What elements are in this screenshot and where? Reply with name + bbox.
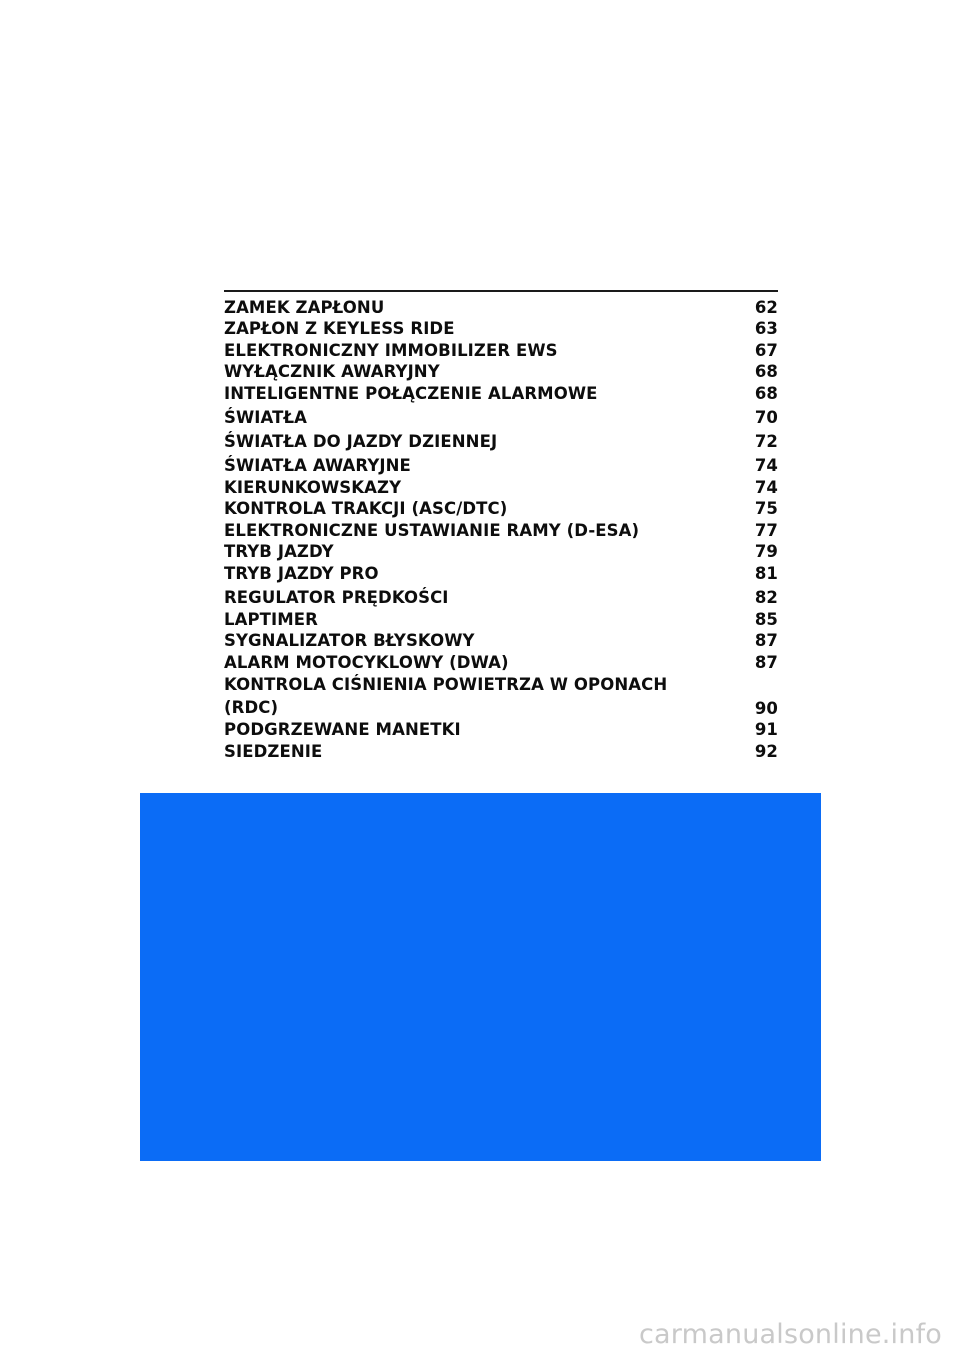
blue-panel [140, 793, 821, 1161]
toc-entry[interactable] [224, 673, 778, 719]
toc-entry-page: 74 [754, 477, 778, 497]
toc-entry[interactable] [224, 584, 778, 608]
toc-entry[interactable] [224, 296, 778, 318]
watermark: carmanualsonline.info [639, 1319, 942, 1350]
toc-entry-title: TRYB JAZDY [224, 542, 334, 562]
toc-entry[interactable] [224, 630, 778, 652]
toc-entry-title: ELEKTRONICZNE USTAWIANIE RAMY (D-ESA) [224, 520, 640, 540]
toc-entry-page: 67 [754, 340, 778, 360]
toc-entry[interactable] [224, 562, 778, 584]
toc-entry[interactable] [224, 740, 778, 762]
toc-entry[interactable] [224, 541, 778, 563]
toc-entry[interactable] [224, 476, 778, 498]
toc-entry-title: LAPTIMER [224, 609, 318, 629]
toc-entry[interactable] [224, 651, 778, 673]
toc-entry-page: 72 [754, 431, 778, 451]
toc-entry[interactable] [224, 361, 778, 383]
toc-entry-title: ŚWIATŁA DO JAZDY DZIENNEJ [224, 431, 498, 451]
toc-entry[interactable] [224, 719, 778, 741]
toc-entry-page: 70 [754, 407, 778, 427]
toc-entry-page: 77 [754, 520, 778, 540]
toc-entry-page: 87 [754, 652, 778, 672]
toc-entry-title: ZAMEK ZAPŁONU [224, 297, 385, 317]
toc-entry-page: 90 [754, 698, 778, 718]
toc-entry-title: REGULATOR PRĘDKOŚCI [224, 587, 449, 607]
toc-entry-page: 74 [754, 455, 778, 475]
toc-entry[interactable] [224, 339, 778, 361]
toc-entry[interactable] [224, 382, 778, 404]
toc-entry-title: KIERUNKOWSKAZY [224, 477, 402, 497]
toc-entry-title: KONTROLA TRAKCJI (ASC/DTC) [224, 499, 508, 519]
toc-entry[interactable] [224, 428, 778, 452]
toc-entry[interactable] [224, 519, 778, 541]
toc-entry-page: 92 [754, 741, 778, 761]
table-of-contents [224, 290, 778, 762]
toc-entry[interactable] [224, 404, 778, 428]
toc-entry-page: 81 [754, 563, 778, 583]
toc-entry-title: KONTROLA CIŚNIENIA POWIETRZA W OPONACH (RDC) [224, 674, 668, 717]
toc-entry-page: 63 [754, 319, 778, 339]
toc-entry-page: 82 [754, 587, 778, 607]
toc-entry-title: PODGRZEWANE MANETKI [224, 720, 461, 740]
toc-entry-title: SYGNALIZATOR BŁYSKOWY [224, 631, 475, 651]
toc-entry-title: INTELIGENTNE POŁĄCZENIE ALARMOWE [224, 383, 598, 403]
toc-entry-page: 68 [754, 383, 778, 403]
toc-entry-page: 91 [754, 720, 778, 740]
toc-entry[interactable] [224, 608, 778, 630]
toc-entry-title: ŚWIATŁA [224, 407, 308, 427]
toc-entry-title: ALARM MOTOCYKLOWY (DWA) [224, 652, 509, 672]
toc-entry-title: WYŁĄCZNIK AWARYJNY [224, 362, 440, 382]
toc-entry-page: 68 [754, 362, 778, 382]
toc-entry-page: 75 [754, 499, 778, 519]
toc-entry-page: 79 [754, 542, 778, 562]
toc-entry[interactable] [224, 452, 778, 476]
toc-entry-title: ŚWIATŁA AWARYJNE [224, 455, 411, 475]
toc-entry-page: 85 [754, 609, 778, 629]
toc-entry[interactable] [224, 318, 778, 340]
toc-entry-title: TRYB JAZDY PRO [224, 563, 379, 583]
toc-entry-title: SIEDZENIE [224, 741, 323, 761]
toc-entry-page: 87 [754, 631, 778, 651]
toc-entry-page: 62 [754, 297, 778, 317]
toc-entry-title: ZAPŁON Z KEYLESS RIDE [224, 319, 455, 339]
toc-entry-title: ELEKTRONICZNY IMMOBILIZER EWS [224, 340, 558, 360]
toc-entry[interactable] [224, 498, 778, 520]
